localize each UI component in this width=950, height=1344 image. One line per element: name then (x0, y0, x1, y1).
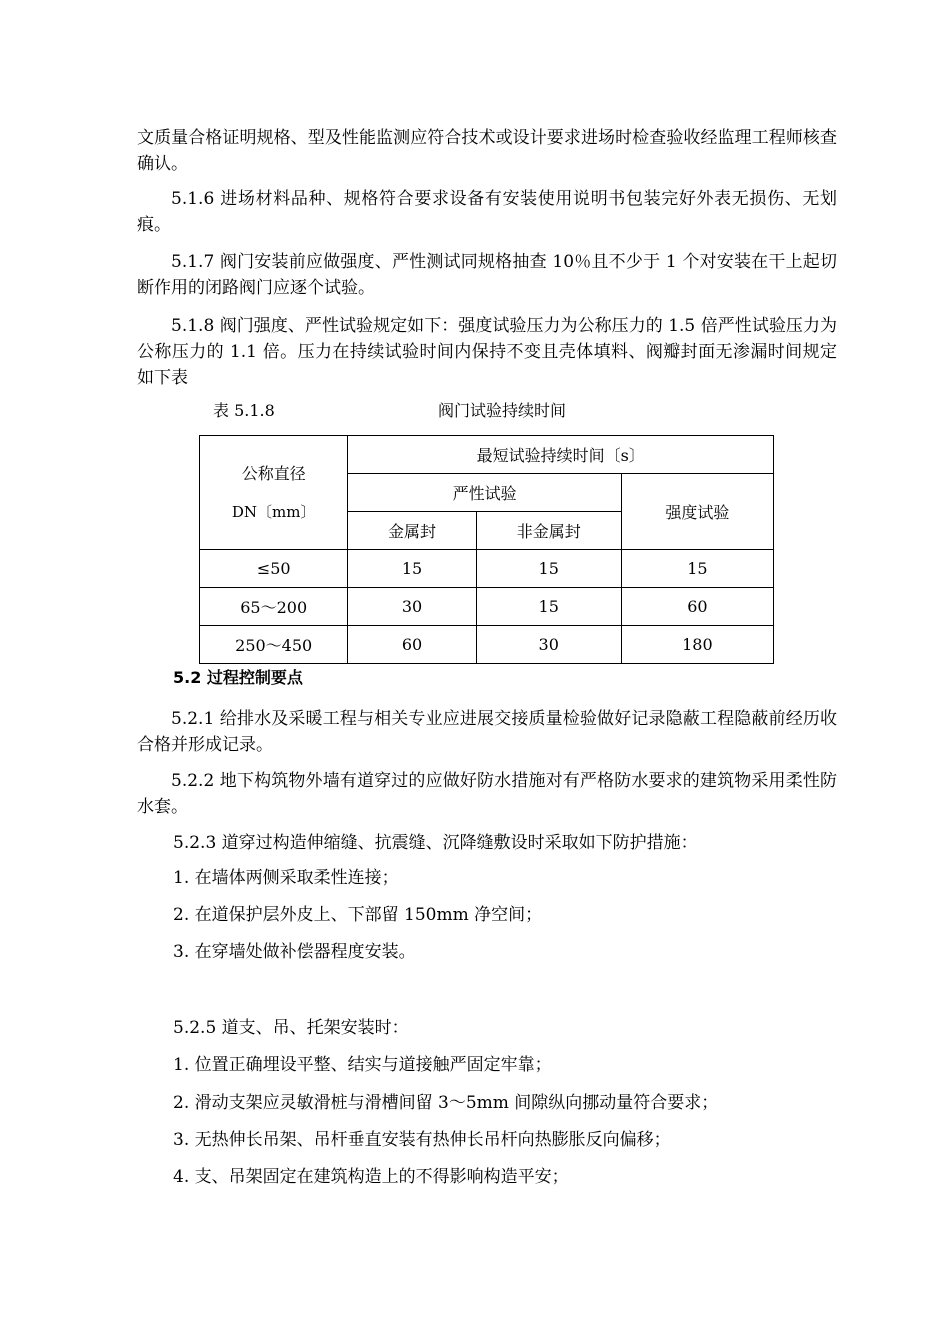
cell-nonmetal: 15 (476, 550, 621, 588)
cell-dn: ≤50 (200, 550, 348, 588)
paragraph-5-1-7: 5.1.7 阀门安装前应做强度、严性测试同规格抽查 10％且不少于 1 个对安装在干上起切断作用的闭路阀门应逐个试验。 (137, 252, 837, 298)
cell-metal: 60 (348, 626, 476, 664)
cell-dn: 250～450 (200, 626, 348, 664)
cell-nonmetal: 15 (476, 588, 621, 626)
list-item: 1. 在墙体两侧采取柔性连接； (173, 868, 399, 888)
list-item: 3. 在穿墙处做补偿器程度安装。 (173, 942, 416, 962)
paragraph-quality-certificate: 文质量合格证明规格、型及性能监测应符合技术或设计要求进场时检查验收经监理工程师核查确认。 (137, 128, 837, 174)
header-nonmetal-seal: 非金属封 (476, 512, 621, 550)
header-nominal-diameter (200, 436, 348, 550)
header-tightness-test: 严性试验 (348, 474, 621, 512)
list-item: 3. 无热伸长吊架、吊杆垂直安装有热伸长吊杆向热膨胀反向偏移； (173, 1130, 671, 1150)
table-number: 表 5.1.8 (213, 401, 275, 420)
paragraph-5-2-1: 5.2.1 给排水及采暖工程与相关专业应进展交接质量检验做好记录隐蔽工程隐蔽前经历收合格并形成记录。 (137, 709, 837, 755)
header-strength-test: 强度试验 (621, 474, 773, 550)
table-row (200, 626, 774, 664)
paragraph-5-2-3: 5.2.3 道穿过构造伸缩缝、抗震缝、沉降缝敷设时采取如下防护措施： (173, 833, 698, 853)
table-title: 阀门试验持续时间 (438, 401, 567, 420)
cell-metal: 30 (348, 588, 476, 626)
list-item: 4. 支、吊架固定在建筑构造上的不得影响构造平安； (173, 1167, 569, 1187)
cell-strength: 15 (621, 550, 773, 588)
section-heading-5-2: 5.2 过程控制要点 (173, 668, 303, 687)
paragraph-5-1-8: 5.1.8 阀门强度、严性试验规定如下：强度试验压力为公称压力的 1.5 倍严性试验压力为公称压力的 1.1 倍。压力在持续试验时间内保持不变且壳体填料、阀瓣封面无渗漏时间规定如下表 (137, 316, 837, 388)
header-dn-line1: 公称直径 (241, 463, 306, 483)
list-item: 1. 位置正确埋设平整、结实与道接触严固定牢靠； (173, 1055, 552, 1075)
cell-strength: 60 (621, 588, 773, 626)
list-item: 2. 滑动支架应灵敏滑桩与滑槽间留 3～5mm 间隙纵向挪动量符合要求； (173, 1093, 719, 1113)
cell-nonmetal: 30 (476, 626, 621, 664)
paragraph-5-2-5: 5.2.5 道支、吊、托架安装时： (173, 1018, 409, 1038)
header-metal-seal: 金属封 (348, 512, 476, 550)
header-min-test-duration: 最短试验持续时间〔s〕 (348, 436, 774, 474)
cell-strength: 180 (621, 626, 773, 664)
cell-metal: 15 (348, 550, 476, 588)
valve-test-duration-table (199, 435, 774, 664)
header-dn-line2: DN〔mm〕 (231, 502, 316, 521)
paragraph-5-1-6: 5.1.6 进场材料品种、规格符合要求设备有安装使用说明书包装完好外表无损伤、无划痕。 (137, 189, 837, 235)
cell-dn: 65～200 (200, 588, 348, 626)
list-item: 2. 在道保护层外皮上、下部留 150mm 净空间； (173, 905, 543, 925)
table-row (200, 588, 774, 626)
table-row (200, 550, 774, 588)
paragraph-5-2-2: 5.2.2 地下构筑物外墙有道穿过的应做好防水措施对有严格防水要求的建筑物采用柔性防水套。 (137, 771, 837, 817)
